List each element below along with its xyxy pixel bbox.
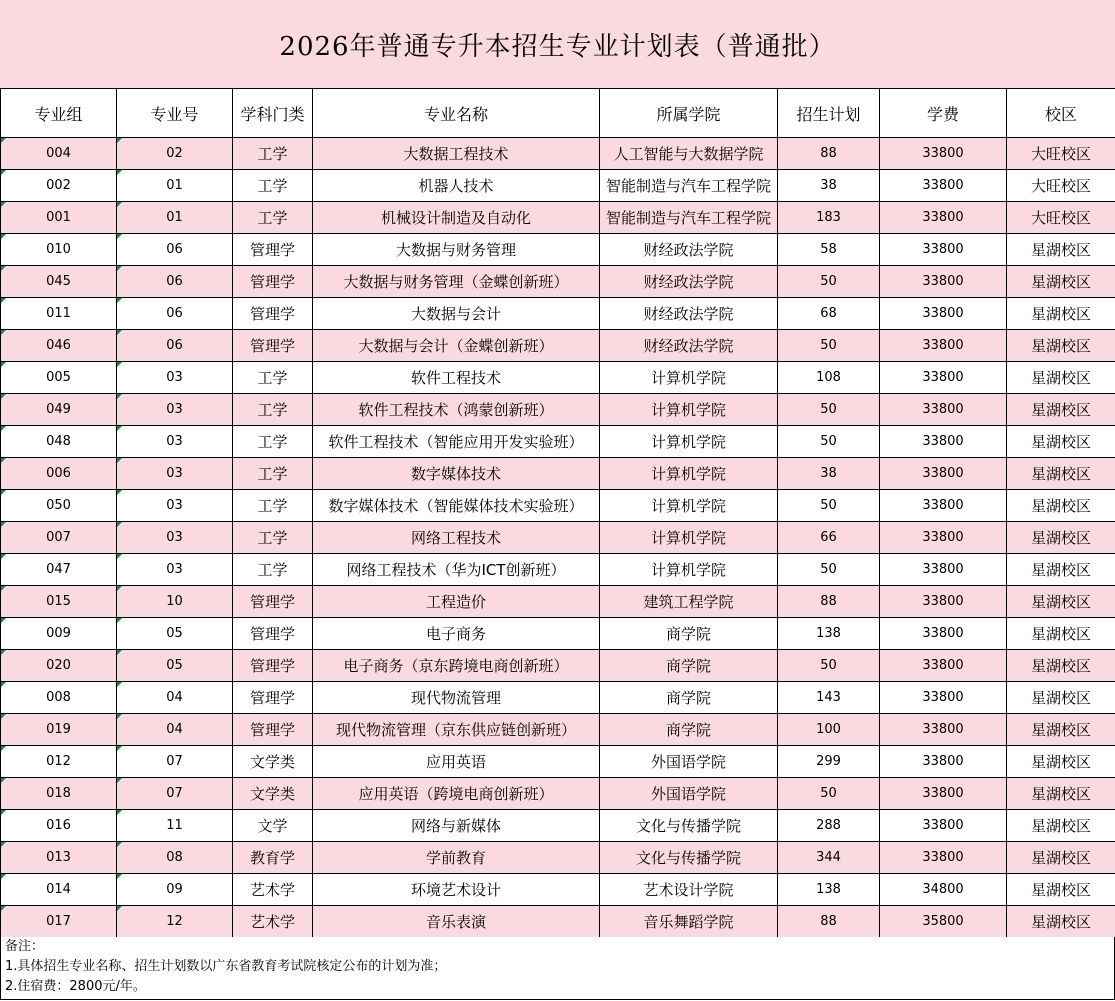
- cell-group: 016: [1, 810, 117, 842]
- cell-major-no: 01: [117, 170, 233, 202]
- cell-tuition: 33800: [880, 714, 1007, 746]
- cell-tuition: 33800: [880, 426, 1007, 458]
- cell-tuition: 33800: [880, 138, 1007, 170]
- cell-campus: 星湖校区: [1007, 522, 1115, 554]
- cell-college: 商学院: [600, 682, 778, 714]
- table-body: [1, 138, 1115, 938]
- cell-plan: 299: [778, 746, 880, 778]
- cell-campus: 星湖校区: [1007, 714, 1115, 746]
- cell-group: 004: [1, 138, 117, 170]
- table-row: [1, 170, 1115, 202]
- table-row: [1, 554, 1115, 586]
- cell-major-name: 大数据工程技术: [313, 138, 600, 170]
- cell-discipline: 艺术学: [233, 874, 313, 906]
- table-row: [1, 234, 1115, 266]
- cell-tuition: 33800: [880, 330, 1007, 362]
- cell-discipline: 教育学: [233, 842, 313, 874]
- cell-campus: 星湖校区: [1007, 554, 1115, 586]
- cell-tuition: 33800: [880, 842, 1007, 874]
- cell-group: 019: [1, 714, 117, 746]
- cell-group: 020: [1, 650, 117, 682]
- cell-major-name: 数字媒体技术: [313, 458, 600, 490]
- cell-tuition: 33800: [880, 554, 1007, 586]
- cell-tuition: 33800: [880, 458, 1007, 490]
- cell-group: 005: [1, 362, 117, 394]
- title-bar: [0, 0, 1115, 88]
- cell-group: 002: [1, 170, 117, 202]
- cell-tuition: 35800: [880, 906, 1007, 938]
- cell-tuition: 33800: [880, 746, 1007, 778]
- table-row: [1, 618, 1115, 650]
- note-item: 2.住宿费：2800元/年。: [5, 979, 146, 994]
- cell-college: 艺术设计学院: [600, 874, 778, 906]
- cell-group: 001: [1, 202, 117, 234]
- cell-campus: 星湖校区: [1007, 810, 1115, 842]
- cell-group: 010: [1, 234, 117, 266]
- table-row: [1, 522, 1115, 554]
- cell-tuition: 33800: [880, 266, 1007, 298]
- cell-plan: 50: [778, 394, 880, 426]
- cell-college: 文化与传播学院: [600, 842, 778, 874]
- cell-major-name: 工程造价: [313, 586, 600, 618]
- cell-campus: 星湖校区: [1007, 458, 1115, 490]
- cell-discipline: 艺术学: [233, 906, 313, 938]
- note-item: 1.具体招生专业名称、招生计划数以广东省教育考试院核定公布的计划为准；: [5, 959, 447, 974]
- cell-major-no: 10: [117, 586, 233, 618]
- cell-discipline: 管理学: [233, 714, 313, 746]
- cell-college: 财经政法学院: [600, 234, 778, 266]
- cell-group: 047: [1, 554, 117, 586]
- cell-major-no: 03: [117, 394, 233, 426]
- cell-major-name: 大数据与财务管理（金蝶创新班）: [313, 266, 600, 298]
- cell-college: 建筑工程学院: [600, 586, 778, 618]
- table-row: [1, 586, 1115, 618]
- cell-group: 015: [1, 586, 117, 618]
- table-row: [1, 778, 1115, 810]
- cell-college: 智能制造与汽车工程学院: [600, 170, 778, 202]
- cell-plan: 108: [778, 362, 880, 394]
- cell-discipline: 管理学: [233, 650, 313, 682]
- cell-college: 音乐舞蹈学院: [600, 906, 778, 938]
- cell-tuition: 33800: [880, 362, 1007, 394]
- cell-plan: 138: [778, 618, 880, 650]
- cell-plan: 50: [778, 330, 880, 362]
- cell-major-name: 应用英语（跨境电商创新班）: [313, 778, 600, 810]
- table-row: [1, 490, 1115, 522]
- header-major-no: 专业号: [117, 89, 233, 138]
- cell-campus: 大旺校区: [1007, 138, 1115, 170]
- header-major-name: 专业名称: [313, 89, 600, 138]
- cell-tuition: 33800: [880, 394, 1007, 426]
- cell-tuition: 33800: [880, 778, 1007, 810]
- cell-tuition: 34800: [880, 874, 1007, 906]
- cell-college: 外国语学院: [600, 778, 778, 810]
- cell-college: 计算机学院: [600, 554, 778, 586]
- cell-college: 计算机学院: [600, 362, 778, 394]
- cell-group: 017: [1, 906, 117, 938]
- cell-plan: 88: [778, 906, 880, 938]
- cell-discipline: 管理学: [233, 330, 313, 362]
- cell-plan: 50: [778, 426, 880, 458]
- header-discipline: 学科门类: [233, 89, 313, 138]
- cell-major-name: 软件工程技术（智能应用开发实验班）: [313, 426, 600, 458]
- cell-college: 计算机学院: [600, 394, 778, 426]
- cell-discipline: 工学: [233, 554, 313, 586]
- table-header-row: [1, 89, 1115, 138]
- cell-college: 人工智能与大数据学院: [600, 138, 778, 170]
- table-row: [1, 682, 1115, 714]
- cell-group: 009: [1, 618, 117, 650]
- cell-plan: 66: [778, 522, 880, 554]
- header-campus: 校区: [1007, 89, 1115, 138]
- cell-major-name: 软件工程技术（鸿蒙创新班）: [313, 394, 600, 426]
- cell-major-name: 大数据与会计: [313, 298, 600, 330]
- table-row: [1, 906, 1115, 938]
- cell-campus: 星湖校区: [1007, 266, 1115, 298]
- cell-campus: 星湖校区: [1007, 778, 1115, 810]
- cell-campus: 大旺校区: [1007, 170, 1115, 202]
- cell-tuition: 33800: [880, 490, 1007, 522]
- notes-section: [0, 937, 1115, 1000]
- cell-plan: 288: [778, 810, 880, 842]
- table-row: [1, 266, 1115, 298]
- cell-plan: 50: [778, 490, 880, 522]
- cell-tuition: 33800: [880, 298, 1007, 330]
- cell-major-name: 电子商务: [313, 618, 600, 650]
- cell-campus: 星湖校区: [1007, 298, 1115, 330]
- cell-discipline: 工学: [233, 138, 313, 170]
- cell-discipline: 工学: [233, 362, 313, 394]
- cell-campus: 星湖校区: [1007, 906, 1115, 938]
- cell-college: 商学院: [600, 714, 778, 746]
- cell-discipline: 工学: [233, 458, 313, 490]
- cell-plan: 88: [778, 138, 880, 170]
- cell-campus: 星湖校区: [1007, 618, 1115, 650]
- cell-major-no: 03: [117, 362, 233, 394]
- cell-major-name: 机器人技术: [313, 170, 600, 202]
- cell-plan: 50: [778, 778, 880, 810]
- cell-major-no: 01: [117, 202, 233, 234]
- cell-major-name: 现代物流管理（京东供应链创新班）: [313, 714, 600, 746]
- cell-plan: 100: [778, 714, 880, 746]
- cell-tuition: 33800: [880, 650, 1007, 682]
- cell-plan: 38: [778, 458, 880, 490]
- cell-major-no: 04: [117, 714, 233, 746]
- cell-tuition: 33800: [880, 522, 1007, 554]
- cell-major-no: 02: [117, 138, 233, 170]
- cell-campus: 星湖校区: [1007, 586, 1115, 618]
- cell-major-name: 数字媒体技术（智能媒体技术实验班）: [313, 490, 600, 522]
- cell-group: 007: [1, 522, 117, 554]
- notes-heading: 备注：: [5, 939, 45, 954]
- cell-major-no: 03: [117, 426, 233, 458]
- cell-major-name: 学前教育: [313, 842, 600, 874]
- cell-campus: 星湖校区: [1007, 650, 1115, 682]
- cell-discipline: 工学: [233, 202, 313, 234]
- table-row: [1, 426, 1115, 458]
- cell-group: 014: [1, 874, 117, 906]
- cell-major-name: 网络与新媒体: [313, 810, 600, 842]
- cell-campus: 星湖校区: [1007, 394, 1115, 426]
- cell-group: 008: [1, 682, 117, 714]
- cell-plan: 58: [778, 234, 880, 266]
- cell-discipline: 工学: [233, 394, 313, 426]
- cell-major-name: 大数据与会计（金蝶创新班）: [313, 330, 600, 362]
- cell-discipline: 管理学: [233, 234, 313, 266]
- cell-college: 计算机学院: [600, 458, 778, 490]
- cell-major-no: 09: [117, 874, 233, 906]
- cell-discipline: 管理学: [233, 682, 313, 714]
- cell-major-name: 电子商务（京东跨境电商创新班）: [313, 650, 600, 682]
- cell-college: 商学院: [600, 650, 778, 682]
- cell-discipline: 管理学: [233, 298, 313, 330]
- cell-major-no: 07: [117, 746, 233, 778]
- cell-college: 财经政法学院: [600, 298, 778, 330]
- cell-college: 计算机学院: [600, 522, 778, 554]
- cell-major-name: 现代物流管理: [313, 682, 600, 714]
- cell-major-no: 11: [117, 810, 233, 842]
- cell-group: 048: [1, 426, 117, 458]
- cell-group: 050: [1, 490, 117, 522]
- cell-major-no: 06: [117, 298, 233, 330]
- cell-major-name: 环境艺术设计: [313, 874, 600, 906]
- table-row: [1, 394, 1115, 426]
- header-group: 专业组: [1, 89, 117, 138]
- cell-group: 006: [1, 458, 117, 490]
- cell-college: 外国语学院: [600, 746, 778, 778]
- cell-tuition: 33800: [880, 234, 1007, 266]
- cell-campus: 星湖校区: [1007, 682, 1115, 714]
- cell-plan: 50: [778, 554, 880, 586]
- cell-group: 045: [1, 266, 117, 298]
- cell-group: 011: [1, 298, 117, 330]
- cell-major-no: 04: [117, 682, 233, 714]
- table-row: [1, 714, 1115, 746]
- cell-major-no: 03: [117, 458, 233, 490]
- cell-discipline: 文学类: [233, 778, 313, 810]
- cell-group: 018: [1, 778, 117, 810]
- cell-college: 文化与传播学院: [600, 810, 778, 842]
- table-row: [1, 138, 1115, 170]
- enrollment-table: [0, 88, 1115, 938]
- cell-college: 智能制造与汽车工程学院: [600, 202, 778, 234]
- cell-discipline: 工学: [233, 426, 313, 458]
- cell-group: 049: [1, 394, 117, 426]
- table-row: [1, 746, 1115, 778]
- cell-campus: 星湖校区: [1007, 874, 1115, 906]
- cell-major-no: 05: [117, 650, 233, 682]
- cell-campus: 星湖校区: [1007, 330, 1115, 362]
- table-row: [1, 458, 1115, 490]
- cell-tuition: 33800: [880, 682, 1007, 714]
- table-row: [1, 330, 1115, 362]
- cell-major-name: 大数据与财务管理: [313, 234, 600, 266]
- table-row: [1, 810, 1115, 842]
- cell-major-name: 网络工程技术（华为ICT创新班）: [313, 554, 600, 586]
- cell-campus: 星湖校区: [1007, 842, 1115, 874]
- cell-major-no: 05: [117, 618, 233, 650]
- table-row: [1, 362, 1115, 394]
- cell-group: 012: [1, 746, 117, 778]
- cell-major-no: 12: [117, 906, 233, 938]
- cell-plan: 183: [778, 202, 880, 234]
- cell-plan: 68: [778, 298, 880, 330]
- cell-plan: 143: [778, 682, 880, 714]
- cell-campus: 大旺校区: [1007, 202, 1115, 234]
- cell-plan: 38: [778, 170, 880, 202]
- cell-discipline: 工学: [233, 522, 313, 554]
- cell-discipline: 文学: [233, 810, 313, 842]
- cell-group: 046: [1, 330, 117, 362]
- cell-tuition: 33800: [880, 202, 1007, 234]
- cell-campus: 星湖校区: [1007, 746, 1115, 778]
- cell-discipline: 管理学: [233, 266, 313, 298]
- cell-tuition: 33800: [880, 618, 1007, 650]
- cell-major-no: 06: [117, 234, 233, 266]
- cell-college: 商学院: [600, 618, 778, 650]
- cell-tuition: 33800: [880, 586, 1007, 618]
- page-title: 2026年普通专升本招生专业计划表（普通批）: [279, 31, 836, 62]
- cell-major-name: 音乐表演: [313, 906, 600, 938]
- cell-discipline: 工学: [233, 490, 313, 522]
- cell-major-name: 网络工程技术: [313, 522, 600, 554]
- header-tuition: 学费: [880, 89, 1007, 138]
- cell-campus: 星湖校区: [1007, 426, 1115, 458]
- table-row: [1, 202, 1115, 234]
- cell-discipline: 管理学: [233, 618, 313, 650]
- cell-campus: 星湖校区: [1007, 362, 1115, 394]
- cell-campus: 星湖校区: [1007, 234, 1115, 266]
- table-row: [1, 650, 1115, 682]
- cell-college: 财经政法学院: [600, 266, 778, 298]
- cell-major-name: 应用英语: [313, 746, 600, 778]
- cell-tuition: 33800: [880, 170, 1007, 202]
- cell-plan: 50: [778, 266, 880, 298]
- cell-plan: 138: [778, 874, 880, 906]
- cell-plan: 344: [778, 842, 880, 874]
- header-college: 所属学院: [600, 89, 778, 138]
- cell-major-no: 06: [117, 330, 233, 362]
- cell-discipline: 工学: [233, 170, 313, 202]
- cell-tuition: 33800: [880, 810, 1007, 842]
- cell-campus: 星湖校区: [1007, 490, 1115, 522]
- cell-plan: 50: [778, 650, 880, 682]
- cell-major-name: 机械设计制造及自动化: [313, 202, 600, 234]
- cell-major-no: 07: [117, 778, 233, 810]
- header-plan: 招生计划: [778, 89, 880, 138]
- cell-group: 013: [1, 842, 117, 874]
- table-row: [1, 842, 1115, 874]
- cell-discipline: 管理学: [233, 586, 313, 618]
- cell-major-name: 软件工程技术: [313, 362, 600, 394]
- cell-major-no: 06: [117, 266, 233, 298]
- cell-major-no: 08: [117, 842, 233, 874]
- cell-college: 计算机学院: [600, 490, 778, 522]
- table-row: [1, 874, 1115, 906]
- table-row: [1, 298, 1115, 330]
- cell-discipline: 文学类: [233, 746, 313, 778]
- cell-college: 财经政法学院: [600, 330, 778, 362]
- cell-plan: 88: [778, 586, 880, 618]
- cell-college: 计算机学院: [600, 426, 778, 458]
- cell-major-no: 03: [117, 490, 233, 522]
- cell-major-no: 03: [117, 554, 233, 586]
- cell-major-no: 03: [117, 522, 233, 554]
